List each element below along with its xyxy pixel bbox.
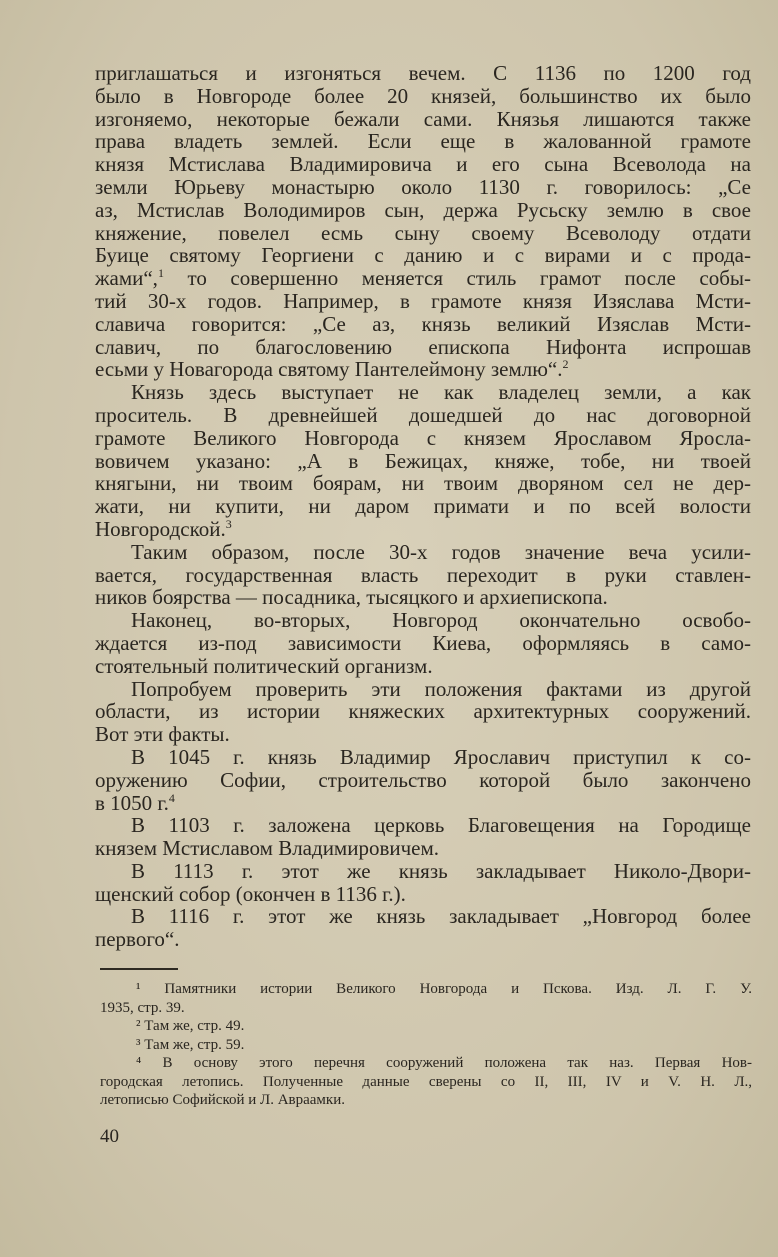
text-line: стоятельный политический организм. <box>95 653 433 678</box>
text-line: первого“. <box>95 927 180 952</box>
note-line: городская летопись. Полученные данные сверены со II, III, IV и V. Н. Л., <box>100 1073 752 1090</box>
text-line: славич, по благословению епископа Нифонта испрошав <box>95 334 751 359</box>
text-line: В 1116 г. этот же князь закладывает „Новгород более <box>131 904 751 929</box>
footnote-divider <box>100 968 178 970</box>
text-line: оружению Софии, строительство которой было закончено <box>95 767 751 792</box>
text-line: права владеть землей. Если еще в жалованной грамоте <box>95 129 751 154</box>
text-line: земли Юрьеву монастырю около 1130 г. говорилось: „Се <box>95 174 751 199</box>
note-line: 1935, стр. 39. <box>100 999 185 1016</box>
note-line: ¹ Памятники истории Великого Новгорода и Пскова. Изд. Л. Г. У. <box>136 981 752 997</box>
text-line: области, из истории княжеских архитектурных сооружений. <box>95 699 751 724</box>
footnote-ref: 2 <box>562 357 569 372</box>
text-line: Буице святому Георгиени с данию и с вирами и с прода- <box>95 243 751 268</box>
text-line: князя Мстислава Владимировича и его сына Всеволода на <box>95 152 751 177</box>
text-line: есьми у Новагорода святому Пантелеймону землю“.$^2$ <box>95 357 569 382</box>
text-line: тий 30-х годов. Например, в грамоте князя Изяслава Мсти- <box>95 288 751 313</box>
text-line: Таким образом, после 30-х годов значение веча усили- <box>131 539 751 564</box>
note-line: ² Там же, стр. 49. <box>136 1018 245 1034</box>
text-line: В 1045 г. князь Владимир Ярославич приступил к со- <box>131 744 751 769</box>
text-line: Вот эти факты. <box>95 722 230 747</box>
text-line: аз, Мстислав Володимиров сын, держа Русьску землю в свое <box>95 197 751 222</box>
text-line: вается, государственная власть переходит в руки ставлен- <box>95 562 751 587</box>
text-line: Наконец, во-вторых, Новгород окончательно освобо- <box>131 608 751 633</box>
footnote-ref: 3 <box>225 516 232 531</box>
text-line: Попробуем проверить эти положения фактами из другой <box>131 676 751 701</box>
main-text <box>95 62 751 951</box>
text-line: ждается из-под зависимости Киева, оформляясь в само- <box>95 630 751 655</box>
note-line: летописью Софийской и Л. Авраамки. <box>100 1092 345 1108</box>
note-line: ⁴ В основу этого перечня сооружений положена так наз. Первая Нов- <box>136 1055 752 1071</box>
text-line: В 1113 г. этот же князь закладывает Николо-Двори- <box>131 858 751 883</box>
text-line: грамоте Великого Новгорода с князем Ярославом Яросла- <box>95 425 751 450</box>
text-line: Новгородской.$^3$ <box>95 516 232 541</box>
text-line: вовичем указано: „А в Бежицах, княже, тобе, ни твоей <box>95 448 751 473</box>
footnote-ref: 1 <box>157 266 164 281</box>
text-line: жати, ни купити, ни даром примати и по всей волости <box>95 494 751 519</box>
page-number: 40 <box>100 1126 119 1147</box>
text-line: Князь здесь выступает не как владелец земли, а как <box>131 380 751 405</box>
text-line: славича говорится: „Се аз, князь великий Изяслав Мсти- <box>95 311 751 336</box>
text-line: проситель. В древнейшей дошедшей до нас договорной <box>95 402 751 427</box>
text-line: изгоняемо, некоторые бежали сами. Князья лишаются также <box>95 106 751 131</box>
text-line: князем Мстиславом Владимировичем. <box>95 836 440 861</box>
text-line: жами“,$^1$ то совершенно меняется стиль грамот после собы- <box>95 266 751 291</box>
note-line: ³ Там же, стр. 59. <box>136 1036 245 1053</box>
text-line: ников боярства — посадника, тысяцкого и архиепископа. <box>95 585 608 610</box>
text-line: приглашаться и изгоняться вечем. С 1136 по 1200 год <box>95 61 751 85</box>
text-line: В 1103 г. заложена церковь Благовещения на Городище <box>131 813 751 838</box>
text-line: в 1050 г.$^4$ <box>95 790 175 815</box>
footnote-ref: 4 <box>168 790 175 805</box>
text-line: щенский собор (окончен в 1136 г.). <box>95 881 406 906</box>
text-line: было в Новгороде более 20 князей, большинство их было <box>95 83 751 108</box>
text-line: княжение, повелел есмь сыну своему Всеволоду отдати <box>95 220 751 245</box>
text-line: княгыни, ни твоим боярам, ни твоим дворяном сел не дер- <box>95 471 751 496</box>
footnotes <box>100 980 752 1110</box>
